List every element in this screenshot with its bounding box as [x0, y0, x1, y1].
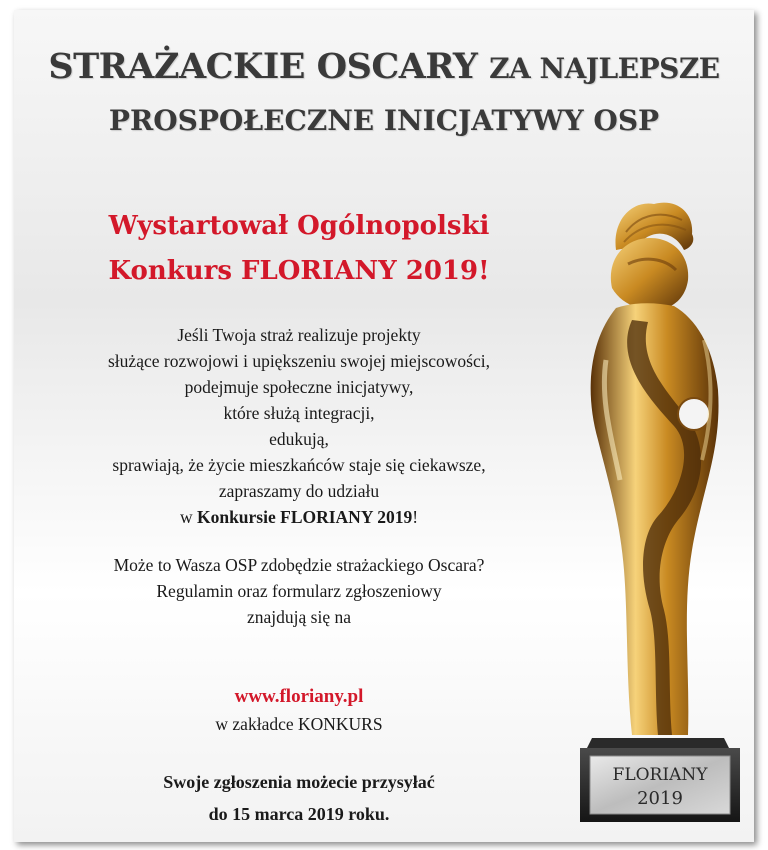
body-line: sprawiają, że życie mieszkańców staje się ciekawsze,	[112, 455, 486, 475]
body-last-prefix: w	[179, 507, 197, 527]
headline	[14, 44, 754, 144]
deadline	[34, 766, 564, 830]
body-line: zapraszamy do udziału	[218, 481, 380, 501]
deadline-line-1: Swoje zgłoszenia możecie przysyłać	[163, 772, 435, 792]
headline-line-1	[14, 44, 754, 92]
body-line-last	[34, 504, 564, 530]
para2-line: Może to Wasza OSP zdobędzie strażackiego Oscara?	[113, 555, 485, 575]
headline-main: STRAŻACKIE OSCARY	[48, 46, 478, 87]
trophy-body	[591, 303, 719, 735]
plaque-line-2: 2019	[637, 788, 683, 809]
body-line: edukują,	[269, 429, 329, 449]
website-link[interactable]: www.floriany.pl	[234, 686, 364, 707]
plaque-line-1: FLORIANY	[612, 765, 708, 785]
body-line: służące rozwojowi i upiększeniu swojej miejscowości,	[108, 351, 490, 371]
para2-line: znajdują się na	[247, 607, 351, 627]
headline-line-2: PROSPOŁECZNE INICJATYWY OSP	[108, 104, 660, 137]
body-line: podejmuje społeczne inicjatywy,	[184, 377, 414, 397]
tab-note: w zakładce KONKURS	[215, 714, 383, 734]
subheadline-line-1: Wystartował Ogólnopolski	[108, 211, 490, 241]
poster	[14, 10, 754, 842]
headline-rest: ZA NAJLEPSZE	[489, 52, 720, 85]
subheadline	[34, 204, 564, 294]
contest-name: Konkursie FLORIANY 2019	[196, 507, 413, 527]
deadline-line-2: do 15 marca 2019 roku.	[208, 804, 390, 824]
body-last-suffix: !	[412, 507, 419, 527]
para2-line: Regulamin oraz formularz zgłoszeniowy	[156, 581, 442, 601]
body-text	[34, 322, 564, 630]
paragraph-2	[34, 552, 564, 630]
subheadline-line-2: Konkurs FLORIANY 2019!	[108, 256, 490, 286]
trophy-helmet	[611, 238, 688, 309]
body-line: które służą integracji,	[223, 403, 375, 423]
body-line: Jeśli Twoja straż realizuje projekty	[177, 325, 421, 345]
trophy-image	[554, 190, 754, 830]
